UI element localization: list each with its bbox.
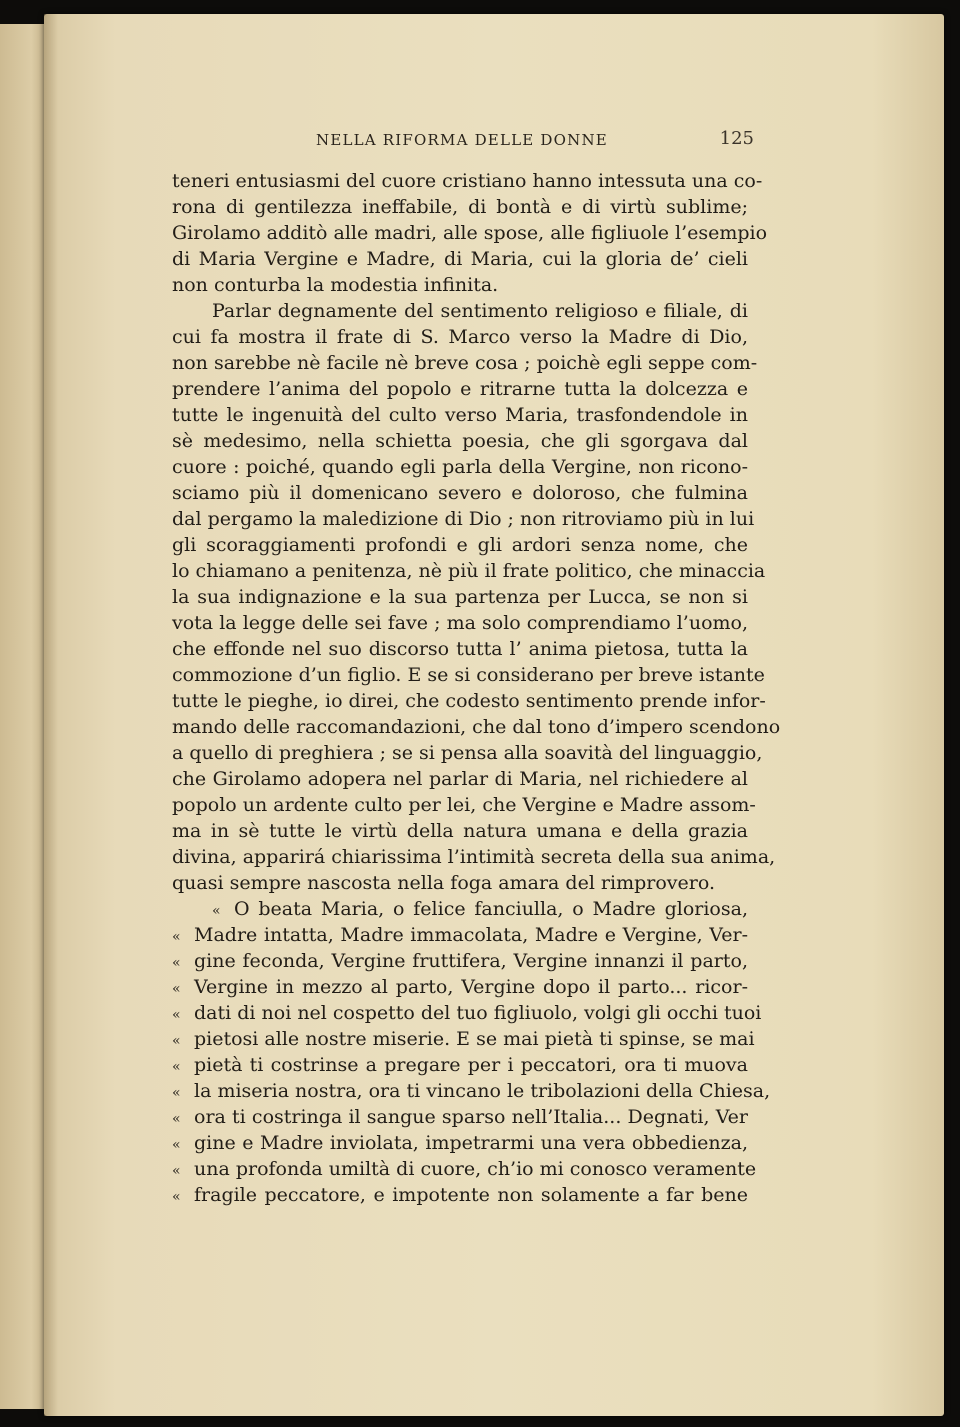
- quote-text: Madre intatta, Madre immacolata, Madre e Vergine, Ver-: [194, 924, 748, 946]
- text-line: teneri entusiasmi del cuore cristiano hanno intessuta una co-: [172, 170, 763, 192]
- text-line: divina, apparirá chiarissima l’intimità secreta della sua anima,: [172, 846, 776, 868]
- quote-mark: «: [172, 1111, 181, 1127]
- text-line: quasi sempre nascosta nella foga amara del rimprovero.: [172, 872, 715, 894]
- body-text: [172, 168, 781, 1208]
- quote-line: [172, 896, 748, 922]
- quote-mark: «: [172, 1085, 181, 1101]
- text-line: rona di gentilezza ineffabile, di bontà e di virtù sublime;: [172, 196, 748, 218]
- page-number: 125: [719, 128, 754, 149]
- quote-line: [172, 922, 748, 948]
- quote-text: O beata Maria, o felice fanciulla, o Madre gloriosa,: [234, 898, 748, 920]
- quote-text: fragile peccatore, e impotente non solamente a far bene: [194, 1184, 748, 1206]
- text-line: di Maria Vergine e Madre, di Maria, cui la gloria de’ cieli: [172, 248, 748, 270]
- quote-mark: «: [172, 1163, 181, 1179]
- quote-line: [172, 1078, 771, 1104]
- quote-mark: «: [172, 1007, 181, 1023]
- text-line: commozione d’un figlio. E se si considerano per breve istante: [172, 664, 765, 686]
- quote-mark: «: [172, 929, 181, 945]
- text-line: non sarebbe nè facile nè breve cosa ; poichè egli seppe com-: [172, 352, 758, 374]
- quote-mark: «: [172, 1137, 181, 1153]
- text-line: cui fa mostra il frate di S. Marco verso la Madre di Dio,: [172, 326, 748, 348]
- quote-line: [172, 974, 748, 1000]
- quote-mark: «: [172, 1033, 181, 1049]
- quote-text: pietosi alle nostre miserie. E se mai pietà ti spinse, se mai: [194, 1028, 755, 1050]
- text-line: ma in sè tutte le virtù della natura umana e della grazia: [172, 820, 748, 842]
- text-line: sciamo più il domenicano severo e doloroso, che fulmina: [172, 482, 748, 504]
- text-line: popolo un ardente culto per lei, che Vergine e Madre assom-: [172, 794, 756, 816]
- quote-text: gine feconda, Vergine fruttifera, Vergine innanzi il parto,: [194, 950, 748, 972]
- quote-line: [172, 948, 748, 974]
- text-line: che Girolamo adopera nel parlar di Maria, nel richiedere al: [172, 768, 748, 790]
- text-line: tutte le ingenuità del culto verso Maria, trasfondendole in: [172, 404, 748, 426]
- text-line: lo chiamano a penitenza, nè più il frate politico, che minaccia: [172, 560, 766, 582]
- text-line: tutte le pieghe, io direi, che codesto sentimento prende infor-: [172, 690, 766, 712]
- text-line: a quello di preghiera ; se si pensa alla soavità del linguaggio,: [172, 742, 763, 764]
- quote-text: ora ti costringa il sangue sparso nell’Italia... Degnati, Ver: [194, 1106, 748, 1128]
- quote-mark: «: [172, 1059, 181, 1075]
- quote-text: gine e Madre inviolata, impetrarmi una vera obbedienza,: [194, 1132, 748, 1154]
- quote-line: [172, 1156, 757, 1182]
- text-line: non conturba la modestia infinita.: [172, 274, 499, 296]
- text-line: prendere l’anima del popolo e ritrarne tutta la dolcezza e: [172, 378, 748, 400]
- text-line: che effonde nel suo discorso tutta l’ anima pietosa, tutta la: [172, 638, 748, 660]
- text-line: vota la legge delle sei fave ; ma solo comprendiamo l’uomo,: [172, 612, 748, 634]
- text-line: Girolamo additò alle madri, alle spose, alle figliuole l’esempio: [172, 222, 768, 244]
- text-line: mando delle raccomandazioni, che dal tono d’impero scendono: [172, 716, 781, 738]
- page-header: [174, 128, 754, 154]
- quote-line: [172, 1000, 762, 1026]
- quote-text: Vergine in mezzo al parto, Vergine dopo il parto... ricor-: [194, 976, 748, 998]
- quote-mark: «: [172, 981, 181, 997]
- quote-line: [172, 1052, 748, 1078]
- quote-text: dati di noi nel cospetto del tuo figliuolo, volgi gli occhi tuoi: [194, 1002, 762, 1024]
- quote-text: la miseria nostra, ora ti vincano le tribolazioni della Chiesa,: [194, 1080, 771, 1102]
- quote-line: [172, 1104, 748, 1130]
- text-line: Parlar degnamente del sentimento religioso e filiale, di: [212, 300, 748, 322]
- text-line: la sua indignazione e la sua partenza per Lucca, se non si: [172, 586, 748, 608]
- quote-line: [172, 1026, 755, 1052]
- quote-line: [172, 1182, 748, 1208]
- page-gutter-shadow: [44, 14, 58, 1416]
- running-head: NELLA RIFORMA DELLE DONNE: [316, 131, 608, 149]
- quote-text: una profonda umiltà di cuore, ch’io mi conosco veramente: [194, 1158, 757, 1180]
- quote-line: [172, 1130, 748, 1156]
- text-line: gli scoraggiamenti profondi e gli ardori senza nome, che: [172, 534, 748, 556]
- text-line: cuore : poiché, quando egli parla della Vergine, non ricono-: [172, 456, 748, 478]
- text-line: dal pergamo la maledizione di Dio ; non ritroviamo più in lui: [172, 508, 755, 530]
- quote-text: pietà ti costrinse a pregare per i peccatori, ora ti muova: [194, 1054, 748, 1076]
- quote-mark: «: [172, 955, 181, 971]
- text-line: sè medesimo, nella schietta poesia, che gli sgorgava dal: [172, 430, 748, 452]
- quote-mark: «: [172, 1189, 181, 1205]
- quote-mark: «: [212, 903, 221, 919]
